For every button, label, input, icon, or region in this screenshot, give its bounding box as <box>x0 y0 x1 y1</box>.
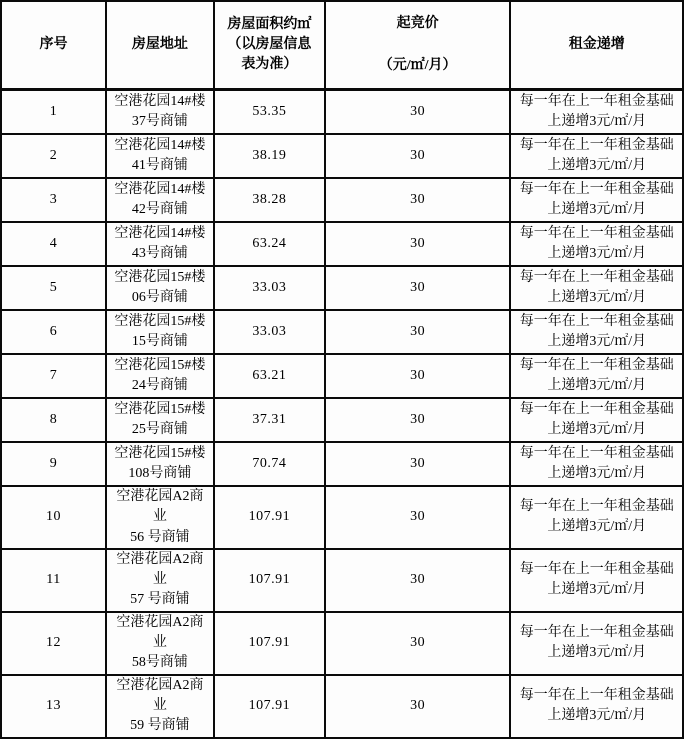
cell-area: 107.91 <box>214 612 325 675</box>
header-area-line3: 表为准） <box>241 57 298 73</box>
table-row <box>1 486 683 549</box>
cell-area: 107.91 <box>214 486 325 549</box>
cell-area: 63.21 <box>214 354 325 398</box>
table-row <box>1 90 683 135</box>
cell-price: 30 <box>325 134 511 178</box>
cell-rent: 每一年在上一年租金基础 上递增3元/㎡/月 <box>510 178 683 222</box>
cell-seq: 3 <box>1 178 106 222</box>
cell-rent: 每一年在上一年租金基础 上递增3元/㎡/月 <box>510 398 683 442</box>
cell-seq: 10 <box>1 486 106 549</box>
cell-price: 30 <box>325 266 511 310</box>
cell-rent: 每一年在上一年租金基础 上递增3元/㎡/月 <box>510 675 683 738</box>
cell-rent: 每一年在上一年租金基础 上递增3元/㎡/月 <box>510 442 683 486</box>
cell-price: 30 <box>325 612 511 675</box>
cell-area: 70.74 <box>214 442 325 486</box>
cell-price: 30 <box>325 310 511 354</box>
header-row <box>1 1 683 90</box>
header-price-line2: （元/㎡/月） <box>378 58 457 73</box>
cell-price: 30 <box>325 442 511 486</box>
header-price <box>325 1 511 90</box>
table-row <box>1 310 683 354</box>
table-row <box>1 442 683 486</box>
header-price-line1: 起竞价 <box>396 15 439 31</box>
table-row <box>1 134 683 178</box>
cell-rent: 每一年在上一年租金基础 上递增3元/㎡/月 <box>510 486 683 549</box>
cell-rent: 每一年在上一年租金基础 上递增3元/㎡/月 <box>510 134 683 178</box>
cell-rent: 每一年在上一年租金基础 上递增3元/㎡/月 <box>510 90 683 135</box>
cell-seq: 2 <box>1 134 106 178</box>
cell-area: 38.28 <box>214 178 325 222</box>
cell-rent: 每一年在上一年租金基础 上递增3元/㎡/月 <box>510 266 683 310</box>
cell-rent: 每一年在上一年租金基础 上递增3元/㎡/月 <box>510 549 683 612</box>
cell-address: 空港花园15#楼 06号商铺 <box>106 266 214 310</box>
cell-seq: 13 <box>1 675 106 738</box>
cell-rent: 每一年在上一年租金基础 上递增3元/㎡/月 <box>510 310 683 354</box>
table-row <box>1 675 683 738</box>
table-row <box>1 549 683 612</box>
header-seq: 序号 <box>1 1 106 90</box>
cell-address: 空港花园A2商业 57 号商铺 <box>106 549 214 612</box>
cell-price: 30 <box>325 549 511 612</box>
cell-seq: 9 <box>1 442 106 486</box>
cell-area: 53.35 <box>214 90 325 135</box>
cell-area: 107.91 <box>214 549 325 612</box>
cell-price: 30 <box>325 178 511 222</box>
cell-rent: 每一年在上一年租金基础 上递增3元/㎡/月 <box>510 222 683 266</box>
header-area-line2: （以房屋信息 <box>227 36 312 52</box>
cell-address: 空港花园15#楼 24号商铺 <box>106 354 214 398</box>
cell-price: 30 <box>325 486 511 549</box>
cell-area: 63.24 <box>214 222 325 266</box>
cell-area: 38.19 <box>214 134 325 178</box>
table-row <box>1 266 683 310</box>
table-row <box>1 178 683 222</box>
header-rent: 租金递增 <box>510 1 683 90</box>
table-row <box>1 354 683 398</box>
cell-address: 空港花园14#楼 42号商铺 <box>106 178 214 222</box>
cell-address: 空港花园15#楼 108号商铺 <box>106 442 214 486</box>
cell-rent: 每一年在上一年租金基础 上递增3元/㎡/月 <box>510 354 683 398</box>
cell-price: 30 <box>325 222 511 266</box>
cell-price: 30 <box>325 90 511 135</box>
cell-seq: 6 <box>1 310 106 354</box>
header-area <box>214 1 325 90</box>
cell-address: 空港花园15#楼 15号商铺 <box>106 310 214 354</box>
cell-rent: 每一年在上一年租金基础 上递增3元/㎡/月 <box>510 612 683 675</box>
cell-address: 空港花园A2商业 58号商铺 <box>106 612 214 675</box>
cell-seq: 5 <box>1 266 106 310</box>
cell-price: 30 <box>325 675 511 738</box>
table-row <box>1 222 683 266</box>
cell-address: 空港花园15#楼 25号商铺 <box>106 398 214 442</box>
cell-seq: 1 <box>1 90 106 135</box>
header-area-line1: 房屋面积约㎡ <box>227 16 312 32</box>
header-address: 房屋地址 <box>106 1 214 90</box>
cell-address: 空港花园A2商业 59 号商铺 <box>106 675 214 738</box>
table-row <box>1 612 683 675</box>
cell-address: 空港花园14#楼 41号商铺 <box>106 134 214 178</box>
cell-address: 空港花园A2商业 56 号商铺 <box>106 486 214 549</box>
cell-seq: 7 <box>1 354 106 398</box>
cell-area: 37.31 <box>214 398 325 442</box>
cell-area: 33.03 <box>214 310 325 354</box>
cell-seq: 11 <box>1 549 106 612</box>
cell-area: 107.91 <box>214 675 325 738</box>
table-row <box>1 398 683 442</box>
cell-seq: 4 <box>1 222 106 266</box>
cell-area: 33.03 <box>214 266 325 310</box>
cell-seq: 8 <box>1 398 106 442</box>
cell-price: 30 <box>325 398 511 442</box>
cell-address: 空港花园14#楼 43号商铺 <box>106 222 214 266</box>
cell-seq: 12 <box>1 612 106 675</box>
cell-price: 30 <box>325 354 511 398</box>
cell-address: 空港花园14#楼 37号商铺 <box>106 90 214 135</box>
